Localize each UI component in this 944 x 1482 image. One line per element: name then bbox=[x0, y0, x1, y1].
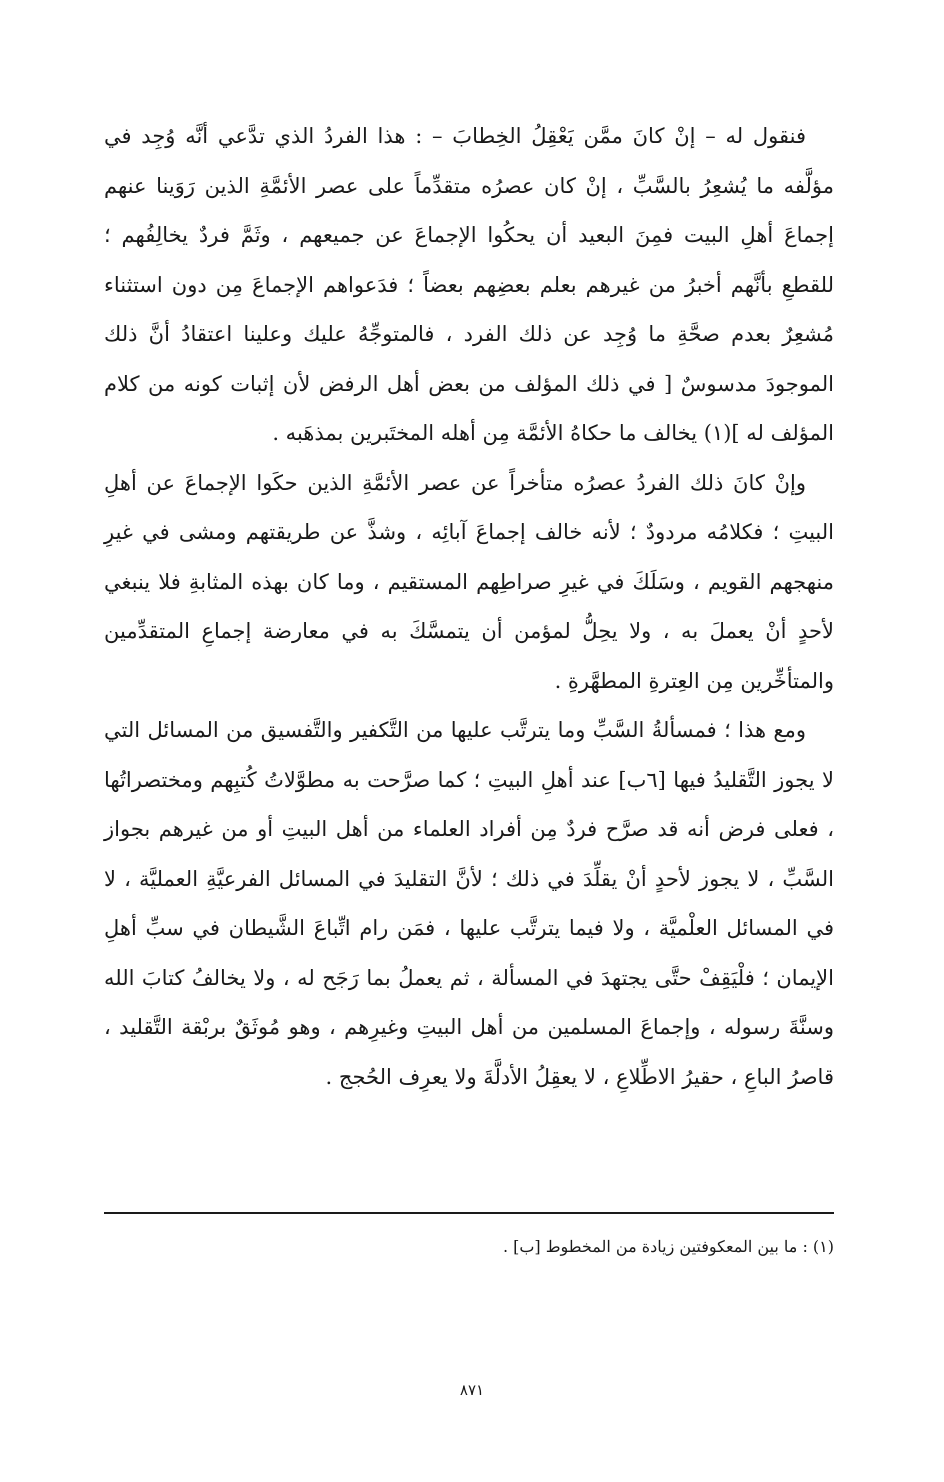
page-number: ٨٧١ bbox=[459, 1381, 485, 1399]
footnote-separator bbox=[104, 1212, 834, 1214]
footnote: (١) : ما بين المعكوفتين زيادة من المخطوط [ب] . bbox=[502, 1237, 834, 1256]
main-text bbox=[104, 112, 834, 1102]
paragraph-2: وإنْ كانَ ذلك الفردُ عصرُه متأخراً عن عصر الأئمَّةِ الذين حكَوا الإجماعَ عن أهلِ البيتِ ؛ فكلامُه مردودٌ ؛ لأنه خالف إجماعَ آبائِه ، وشذَّ عن طريقتهم ومشى في غيرِ منهجهم القويم ، وسَلَكَ في غيرِ صراطِهم المستقيم ، وما كان بهذه المثابةِ فلا ينبغي لأحدٍ أنْ يعملَ به ، ولا يحِلُّ لمؤمن أن يتمسَّكَ به في معارضة إجماعِ المتقدِّمين والمتأخِّرين مِن العِترةِ المطهَّرةِ . bbox=[104, 470, 834, 693]
paragraph-1: فنقول له – إنْ كانَ ممَّن يَعْقِلُ الخِطابَ – : هذا الفردُ الذي تدَّعي أنَّه وُجِد في مؤلَّفه ما يُشعِرُ بالسَّبِّ ، إنْ كان عصرُه متقدِّماً على عصر الأئمَّةِ الذين رَوَينا عنهم إجماعَ أهلِ البيت فمِنَ البعيد أن يحكُوا الإجماعَ عن جميعهم ، وثَمَّ فردٌ يخالِفُهم ؛ للقطعِ بأنَّهم أخبرُ من غيرهم بعلم بعضِهم بعضاً ؛ فدَعواهم الإجماعَ مِن دون استثناء مُشعِرٌ بعدم صحَّةِ ما وُجِد عن ذلك الفرد ، فالمتوجِّهُ عليك وعلينا اعتقادُ أنَّ ذلك الموجودَ مدسوسٌ [ في ذلك المؤلف من بعض أهل الرفض لأن إثبات كونه من كلام المؤلف له ](١) يخالف ما حكاهُ الأئمَّة مِن أهله المختَبرين بمذهَبه . bbox=[104, 124, 834, 445]
paragraph-3: ومع هذا ؛ فمسألةُ السَّبِّ وما يترتَّب عليها من التَّكفير والتَّفسيق من المسائل التي لا يجوز التَّقليدُ فيها [٦ب] عند أهلِ البيتِ ؛ كما صرَّحت به مطوَّلاتُ كُتبِهم ومختصراتُها ، فعلى فرض أنه قد صرَّح فردٌ مِن أفراد العلماء من أهل البيتِ أو من غيرهم بجواز السَّبِّ ، لا يجوز لأحدٍ أنْ يقلِّدَ في ذلك ؛ لأنَّ التقليدَ في المسائل الفرعيَّةِ العمليَّة ، لا في المسائل العلْميَّة ، ولا فيما يترتَّب عليها ، فمَن رام اتِّباعَ الشَّيطان في سبِّ أهلِ الإيمان ؛ فلْيَقِفْ حتَّى يجتهدَ في المسألة ، ثم يعملُ بما رَجَح له ، ولا يخالفُ كتابَ الله وسنَّةَ رسوله ، وإجماعَ المسلمين من أهل البيتِ وغيرِهم ، وهو مُوثَقٌ بربْقة التَّقليد ، قاصرُ الباعِ ، حقيرُ الاطِّلاعِ ، لا يعقِلُ الأدلَّةَ ولا يعرِف الحُجج . bbox=[104, 718, 834, 1089]
